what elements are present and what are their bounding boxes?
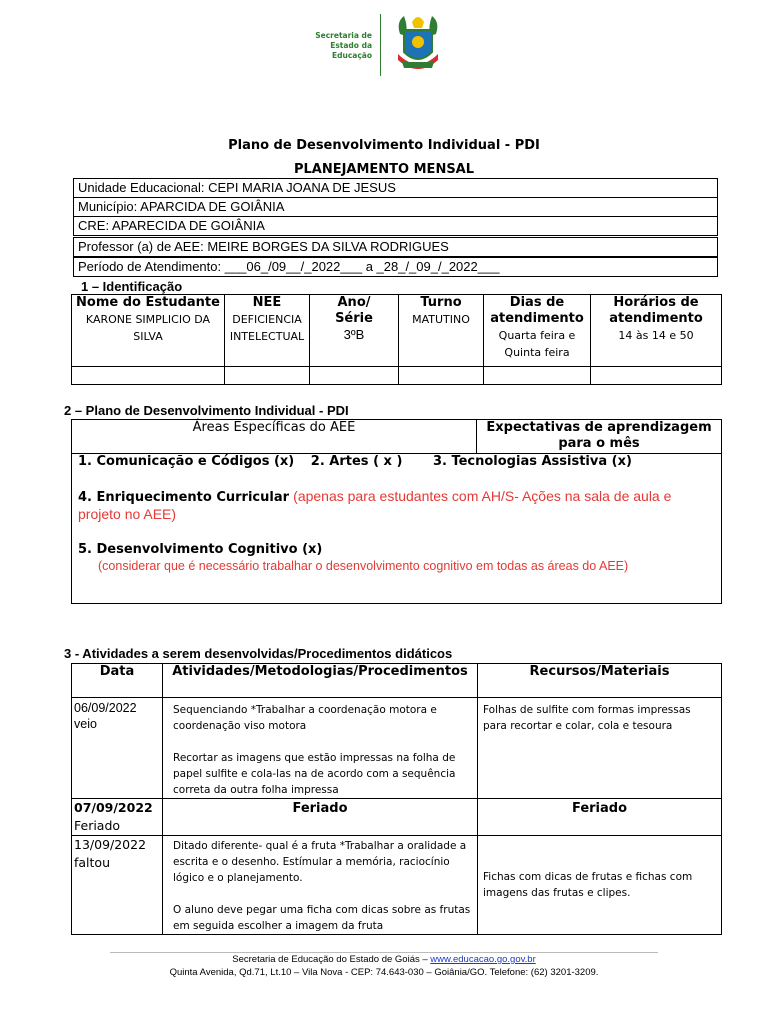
empty-row (72, 367, 722, 385)
row1-activity-cell (163, 698, 478, 799)
table-row (72, 698, 722, 799)
footer-line-2: Quinta Avenida, Qd.71, Lt.10 – Vila Nova - CEP: 74.643-030 – Goiânia/GO. Telefone: (62) 3201-3209. (169, 967, 599, 978)
info-unidade: Unidade Educacional: CEPI MARIA JOANA DE JESUS (73, 178, 718, 198)
areas-header: Áreas Específicas do AEE (192, 420, 356, 435)
area-item-5: 5. Desenvolvimento Cognitivo (x) (78, 542, 323, 557)
table-row (72, 799, 722, 836)
row2-resources: Feriado (571, 801, 628, 816)
footer-divider (110, 952, 658, 953)
row1-resources-cell (478, 698, 722, 799)
area-item-5-note: (considerar que é necessário trabalhar o desenvolvimento cognitivo em todas as áreas do AEE) (98, 559, 629, 573)
header-data: Data (99, 664, 135, 679)
logo-line-2: Estado da (330, 41, 372, 50)
area-item-2: 2. Artes ( x ) (310, 454, 403, 469)
value-serie: 3ºB (343, 327, 365, 342)
row1-date-cell (72, 698, 163, 799)
row2-date: 07/09/2022 (74, 800, 153, 815)
header-nee: NEE (252, 295, 282, 310)
pdi-header-expectativas (477, 420, 722, 454)
footer-link[interactable]: www.educacao.go.gov.br (430, 954, 536, 965)
coat-of-arms-icon (394, 12, 442, 78)
document-subtitle: PLANEJAMENTO MENSAL (293, 162, 475, 177)
row1-activity-1: Sequenciando *Trabalhar a coordenação motora e coordenação viso motora (173, 704, 437, 732)
section1-title: 1 – Identificação (81, 279, 183, 294)
areas-line-1 (78, 454, 715, 470)
value-turno: MATUTINO (412, 313, 470, 326)
row3-resources: Fichas com dicas de frutas e fichas com imagens das frutas e clipes. (483, 871, 693, 899)
row2-resources-cell (478, 799, 722, 836)
horarios-cell (591, 295, 722, 367)
logo-line-1: Secretaria de (315, 31, 372, 40)
info-cre: CRE: APARECIDA DE GOIÂNIA (73, 216, 718, 236)
row2-date-cell (72, 799, 163, 836)
header-recursos: Recursos/Materiais (529, 664, 670, 679)
header-turno: Turno (420, 295, 462, 310)
row1-date: 06/09/2022 (74, 701, 137, 715)
row2-activity: Feriado (292, 801, 348, 816)
row1-resources: Folhas de sulfite com formas impressas para recortar e colar, cola e tesoura (483, 704, 691, 732)
activities-header-recursos (478, 664, 722, 698)
student-cell (72, 295, 225, 367)
activities-table (71, 663, 722, 935)
logo-line-3: Educação (332, 51, 372, 60)
pdi-header-areas (72, 420, 477, 454)
logo-divider (380, 14, 381, 76)
row2-status: Feriado (74, 818, 121, 833)
footer-text: Secretaria de Educação do Estado de Goiás – (232, 954, 428, 965)
row2-activity-cell (163, 799, 478, 836)
header-serie: Ano/ Série (335, 295, 373, 326)
info-municipio: Município: APARCIDA DE GOIÂNIA (73, 197, 718, 217)
nee-cell (225, 295, 310, 367)
header-atividades: Atividades/Metodologias/Procedimentos (172, 664, 468, 679)
expectativas-header: Expectativas de aprendizagem para o mês (486, 420, 712, 451)
area-item-4: 4. Enriquecimento Curricular (78, 490, 290, 505)
area-item-1: 1. Comunicação e Códigos (x) (78, 454, 295, 469)
value-nee: DEFICIENCIA INTELECTUAL (229, 313, 305, 343)
area-item-4-block (78, 488, 715, 524)
value-student: KARONE SIMPLICIO DA SILVA (85, 313, 211, 343)
info-periodo: Período de Atendimento: ___06_/09__/_2022___ a _28_/_09_/_2022___ (73, 257, 718, 277)
row3-date-cell (72, 836, 163, 935)
turno-cell (399, 295, 484, 367)
area-item-3: 3. Tecnologias Assistiva (x) (432, 454, 632, 469)
info-professor: Professor (a) de AEE: MEIRE BORGES DA SILVA RODRIGUES (73, 237, 718, 257)
activities-header-atividades (163, 664, 478, 698)
serie-cell (310, 295, 399, 367)
logo-text (300, 31, 372, 61)
value-dias: Quarta feira e Quinta feira (498, 329, 576, 359)
row3-date: 13/09/2022 (74, 837, 147, 852)
footer-line-1 (0, 954, 768, 965)
row1-status: veio (74, 717, 97, 731)
dias-cell (484, 295, 591, 367)
area-item-4-note: (apenas para estudantes com AH/S- Ações na sala de aula e projeto no AEE) (78, 488, 672, 522)
section3-title: 3 - Atividades a serem desenvolvidas/Procedimentos didáticos (64, 646, 453, 661)
identification-table (71, 294, 722, 385)
pdi-areas-cell (72, 454, 722, 604)
section2-title: 2 – Plano de Desenvolvimento Individual - PDI (64, 403, 349, 418)
header-dias: Dias de atendimento (490, 295, 584, 326)
activities-header-data (72, 664, 163, 698)
row3-status: faltou (74, 855, 111, 870)
row3-activity-2: O aluno deve pegar uma ficha com dicas sobre as frutas em seguida escolher a imagem da fruta (173, 904, 471, 932)
value-horarios: 14 às 14 e 50 (618, 329, 694, 342)
header-student: Nome do Estudante (76, 295, 220, 310)
row3-resources-cell (478, 836, 722, 935)
row3-activity-1: Ditado diferente- qual é a fruta *Trabalhar a oralidade a escrita e o desenho. Estímular a memória, raciocínio lógico e o planejamento. (173, 840, 467, 884)
row1-activity-2: Recortar as imagens que estão impressas na folha de papel sulfite e cola-las na de acordo com a sequência correta da outra folha impressa (173, 752, 456, 796)
pdi-table (71, 419, 722, 604)
table-row (72, 836, 722, 935)
document-title: Plano de Desenvolvimento Individual - PDI (228, 138, 540, 153)
row3-activity-cell (163, 836, 478, 935)
header-horarios: Horários de atendimento (609, 295, 703, 326)
